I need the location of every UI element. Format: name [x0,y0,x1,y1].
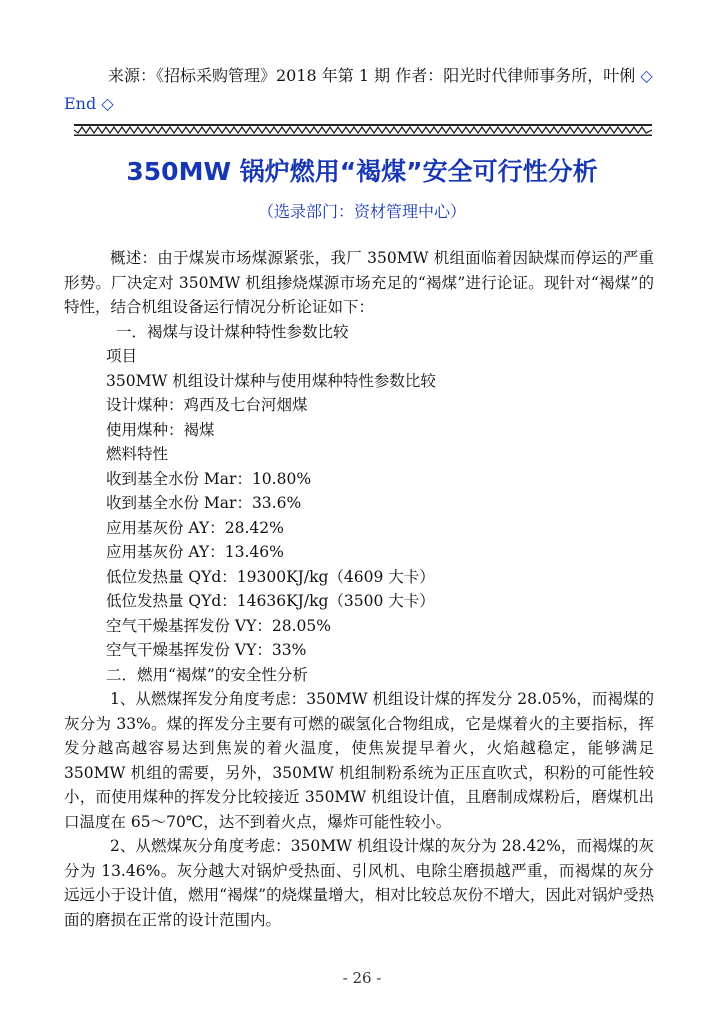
list-item: 低位发热量 QYd：19300KJ/kg（4609 大卡） [106,567,435,586]
article-subtitle: （选录部门：资材管理中心） [257,202,466,221]
analysis-paragraph: 2、从燃煤灰分角度考虑：350MW 机组设计煤的灰分为 28.42%，而褐煤的灰分为 13.46%。灰分越大对锅炉受热面、引风机、电除尘磨损越严重，而褐煤的灰分远远小于设计值，燃用“褐煤”的烧煤量增大，相对比较总灰份不增大，因此对锅炉受热面的磨损在正常的设计范围内。 [64,837,654,929]
list-item: 350MW 机组设计煤种与使用煤种特性参数比较 [106,371,436,390]
list-item: 收到基全水份 Mar：10.80% [106,469,312,488]
list-item: 低位发热量 QYd：14636KJ/kg（3500 大卡） [106,592,435,610]
section-heading: 二．燃用“褐煤”的安全性分析 [106,665,308,684]
list-item: 项目 [106,347,138,365]
end-marker: ◇ End ◇ [64,66,653,113]
decorative-divider [74,124,652,136]
list-item: 空气干燥基挥发份 VY：28.05% [106,616,331,635]
list-item: 使用煤种：褐煤 [106,420,215,439]
list-item: 设计煤种：鸡西及七台河烟煤 [106,396,308,414]
source-line [64,62,654,118]
section-heading: 一．褐煤与设计煤种特性参数比较 [116,322,349,341]
article-title: 350MW 锅炉燃用“褐煤”安全可行性分析 [126,157,598,186]
analysis-paragraph: 1、从燃煤挥发分角度考虑：350MW 机组设计煤的挥发分 28.05%，而褐煤的灰分为 33%。煤的挥发分主要有可燃的碳氢化合物组成，它是煤着火的主要指标，挥发分越高越容易达到焦炭的着火温度，使焦炭提早着火，火焰越稳定，能够满足 350MW 机组的需要，另外，350MW 机组制粉系统为正压直吹式，积粉的可能性较小，而使用煤种的挥发分比较接近 350MW 机组设计值，且磨制成煤粉后，磨煤机出口温度在 65～70℃，达不到着火点，爆炸可能性较小。 [64,690,654,831]
list-item: 应用基灰份 AY：13.46% [106,543,284,561]
source-text: 来源：《招标采购管理》2018 年第 1 期 作者：阳光时代律师事务所，叶俐 [108,66,636,85]
list-item: 空气干燥基挥发份 VY：33% [106,641,307,659]
list-item: 收到基全水份 Mar：33.6% [106,494,302,512]
article-body [64,246,654,932]
list-item: 应用基灰份 AY：28.42% [106,518,284,537]
page-number: - 26 - [342,969,382,987]
list-item: 燃料特性 [106,445,169,463]
intro-paragraph: 概述：由于煤炭市场煤源紧张，我厂 350MW 机组面临着因缺煤而停运的严重形势。厂决定对 350MW 机组掺烧煤源市场充足的“褐煤”进行论证。现针对“褐煤”的特性，结合机组设备运行情况分析论证如下： [64,249,654,316]
